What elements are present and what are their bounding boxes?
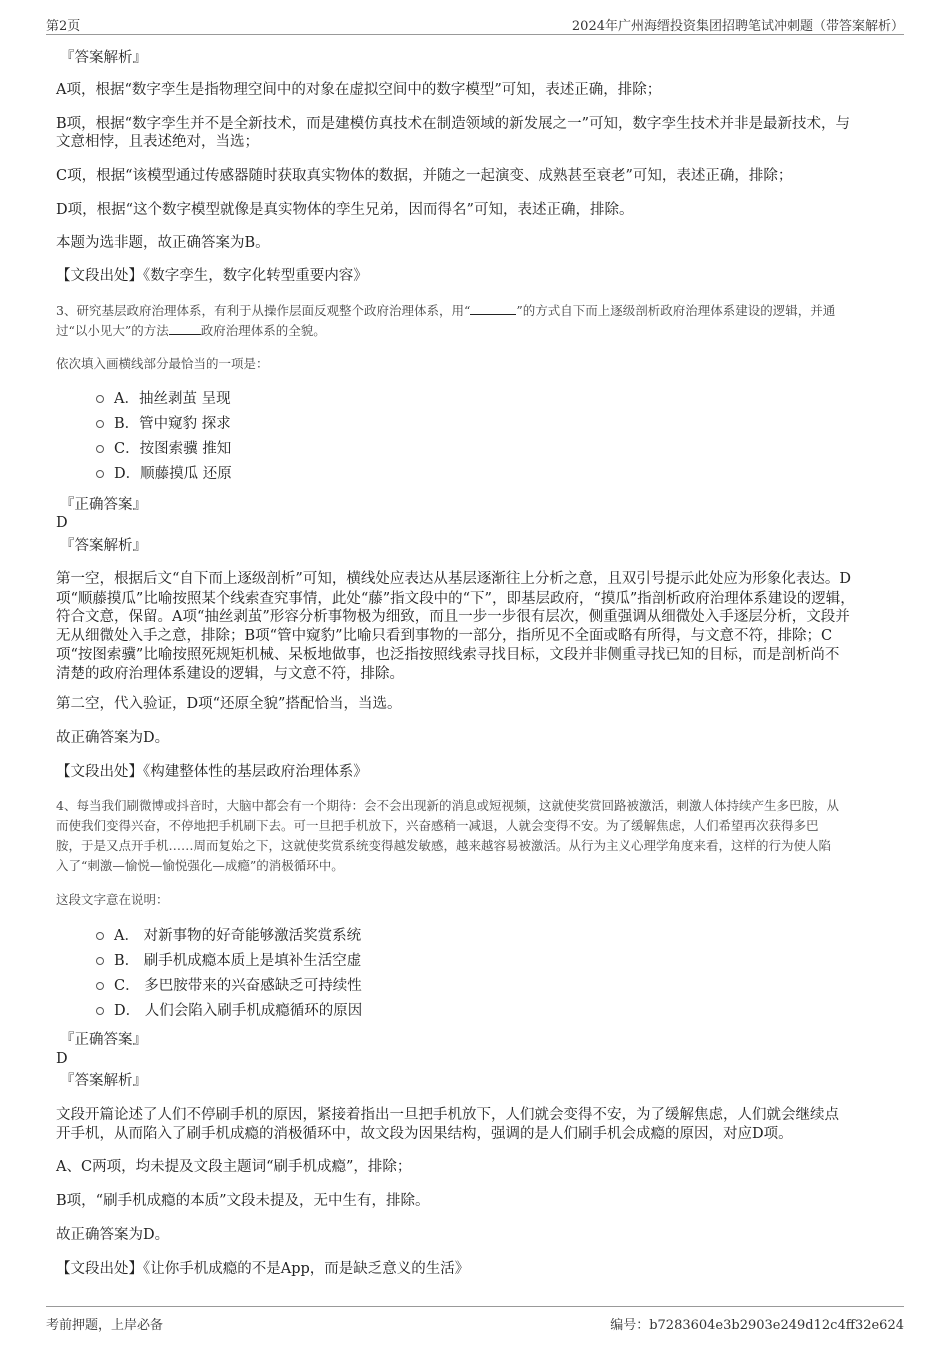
source: 【文段出处】《让你手机成瘾的不是App，而是缺乏意义的生活》 <box>56 1261 470 1277</box>
radio-icon[interactable] <box>96 420 104 428</box>
footer-slogan: 考前押题，上岸必备 <box>46 1318 164 1333</box>
radio-icon[interactable] <box>96 932 104 940</box>
option-label: A．抽丝剥茧 呈现 <box>114 390 231 407</box>
question-stem <box>56 301 835 321</box>
answer-label: 『正确答案』 <box>60 497 147 513</box>
conclusion: 本题为选非题，故正确答案为B。 <box>56 235 270 251</box>
radio-icon[interactable] <box>96 957 104 965</box>
analysis-label: 『答案解析』 <box>60 50 147 66</box>
analysis-line: B项，“刷手机成瘾的本质”文段未提及，无中生有，排除。 <box>56 1193 430 1209</box>
analysis-line: C项，根据“该模型通过传感器随时获取真实物体的数据，并随之一起演变、成熟甚至衰老”可知，表述正确，排除； <box>56 168 793 184</box>
option-d[interactable] <box>56 461 232 486</box>
stem-line: 入了“刺激—愉悦—愉悦强化—成瘾”的消极循环中。 <box>56 858 344 873</box>
question-prompt: 依次填入画横线部分最恰当的一项是： <box>56 356 269 371</box>
stem-line: 4、每当我们刷微博或抖音时，大脑中都会有一个期待：会不会出现新的消息或短视频，这就使奖赏回路被激活，刺激人体持续产生多巴胺，从 <box>56 798 839 813</box>
analysis-line: 项“顺藤摸瓜”比喻按照某个线索查究事情，此处“藤”指文段中的“下”，即基层政府，“摸瓜”指剖析政府治理体系建设的逻辑， <box>56 591 855 607</box>
stem-text: 3、研究基层政府治理体系，有利于从操作层面反观整个政府治理体系，用“ <box>56 303 471 318</box>
stem-line: 胺，于是又点开手机……周而复始之下，这就使奖赏系统变得越发敏感，越来越容易被激活。从行为主义心理学角度来看，这样的行为使人陷 <box>56 838 832 853</box>
radio-icon[interactable] <box>96 470 104 478</box>
source: 【文段出处】《构建整体性的基层政府治理体系》 <box>56 764 368 780</box>
question-stem <box>56 796 906 876</box>
analysis-line: B项，根据“数字孪生并不是全新技术，而是建模仿真技术在制造领域的新发展之一”可知，数字孪生技术并非是最新技术，与 <box>56 116 850 132</box>
answer-label: 『正确答案』 <box>60 1032 147 1048</box>
conclusion: 故正确答案为D。 <box>56 730 170 746</box>
analysis-label: 『答案解析』 <box>60 1073 147 1089</box>
option-b[interactable] <box>56 411 232 436</box>
option-label: C．按图索骥 推知 <box>114 440 232 457</box>
page-number: 第2页 <box>46 19 81 34</box>
options-list <box>56 923 362 1023</box>
stem-text: 过“以小见大”的方法 <box>56 323 169 338</box>
option-label: B．管中窥豹 探求 <box>114 415 231 432</box>
conclusion: 故正确答案为D。 <box>56 1227 170 1243</box>
analysis-line: 项“按图索骥”比喻按照死规矩机械、呆板地做事，也泛指按照线索寻找目标，文段并非侧重寻找已知的目标，而是剖析尚不 <box>56 647 840 663</box>
analysis-line: A项，根据“数字孪生是指物理空间中的对象在虚拟空间中的数字模型”可知，表述正确，排除； <box>56 82 662 98</box>
analysis-line: A、C两项，均未提及文段主题词“刷手机成瘾”，排除； <box>56 1159 412 1175</box>
radio-icon[interactable] <box>96 395 104 403</box>
options-list <box>56 386 232 486</box>
radio-icon[interactable] <box>96 982 104 990</box>
option-label: C． 多巴胺带来的兴奋感缺乏可持续性 <box>114 977 362 994</box>
source: 【文段出处】《数字孪生，数字化转型重要内容》 <box>56 268 368 284</box>
option-a[interactable] <box>56 923 362 948</box>
option-label: B． 刷手机成瘾本质上是填补生活空虚 <box>114 952 362 969</box>
analysis-line: 清楚的政府治理体系建设的逻辑，与文意不符，排除。 <box>56 666 404 682</box>
answer-value: D <box>56 515 68 531</box>
analysis-line: 第二空，代入验证，D项“还原全貌”搭配恰当，当选。 <box>56 696 402 712</box>
analysis-line: D项，根据“这个数字模型就像是真实物体的孪生兄弟，因而得名”可知，表述正确，排除。 <box>56 202 634 218</box>
option-label: A． 对新事物的好奇能够激活奖赏系统 <box>114 927 362 944</box>
page-footer <box>46 1306 904 1337</box>
document-title: 2024年广州海缙投资集团招聘笔试冲刺题（带答案解析） <box>571 19 904 34</box>
answer-value: D <box>56 1051 68 1067</box>
stem-line: 而使我们变得兴奋，不停地把手机刷下去。可一旦把手机放下，兴奋感稍一减退，人就会变得不安。为了缓解焦虑，人们希望再次获得多巴 <box>56 818 819 833</box>
question-prompt: 这段文字意在说明： <box>56 892 169 907</box>
stem-text: 政府治理体系的全貌。 <box>200 323 326 338</box>
option-label: D． 人们会陷入刷手机成瘾循环的原因 <box>114 1002 363 1019</box>
analysis-line: 无从细微处入手之意，排除；B项“管中窥豹”比喻只看到事物的一部分，指所见不全面或略有所得，与文意不符，排除；C <box>56 628 833 644</box>
option-d[interactable] <box>56 998 362 1023</box>
fill-blank <box>470 302 516 315</box>
option-b[interactable] <box>56 948 362 973</box>
analysis-line: 文意相悖，且表述绝对，当选； <box>56 134 259 150</box>
analysis-label: 『答案解析』 <box>60 538 147 554</box>
option-c[interactable] <box>56 973 362 998</box>
analysis-line: 文段开篇论述了人们不停刷手机的原因，紧接着指出一旦把手机放下，人们就会变得不安，为了缓解焦虑，人们就会继续点 <box>56 1107 839 1123</box>
option-label: D．顺藤摸瓜 还原 <box>114 465 232 482</box>
analysis-block <box>56 569 896 683</box>
option-c[interactable] <box>56 436 232 461</box>
fill-blank <box>169 322 201 335</box>
stem-text: ”的方式自下而上逐级剖析政府治理体系建设的逻辑，并通 <box>516 303 836 318</box>
radio-icon[interactable] <box>96 1007 104 1015</box>
analysis-line: 开手机，从而陷入了刷手机成瘾的消极循环中，故文段为因果结构，强调的是人们刷手机会成瘾的原因，对应D项。 <box>56 1126 793 1142</box>
radio-icon[interactable] <box>96 445 104 453</box>
question-stem <box>56 321 326 341</box>
analysis-line: 第一空，根据后文“自下而上逐级剖析”可知，横线处应表达从基层逐渐往上分析之意，且双引号提示此处应为形象化表达。D <box>56 571 851 587</box>
page-header <box>46 12 904 35</box>
document-code: 编号：b7283604e3b2903e249d12c4ff32e624 <box>610 1318 904 1333</box>
option-a[interactable] <box>56 386 232 411</box>
analysis-line: 符合文意，保留。A项“抽丝剥茧”形容分析事物极为细致，而且一步一步很有层次，侧重强调从细微处入手逐层分析，文段并 <box>56 609 850 625</box>
